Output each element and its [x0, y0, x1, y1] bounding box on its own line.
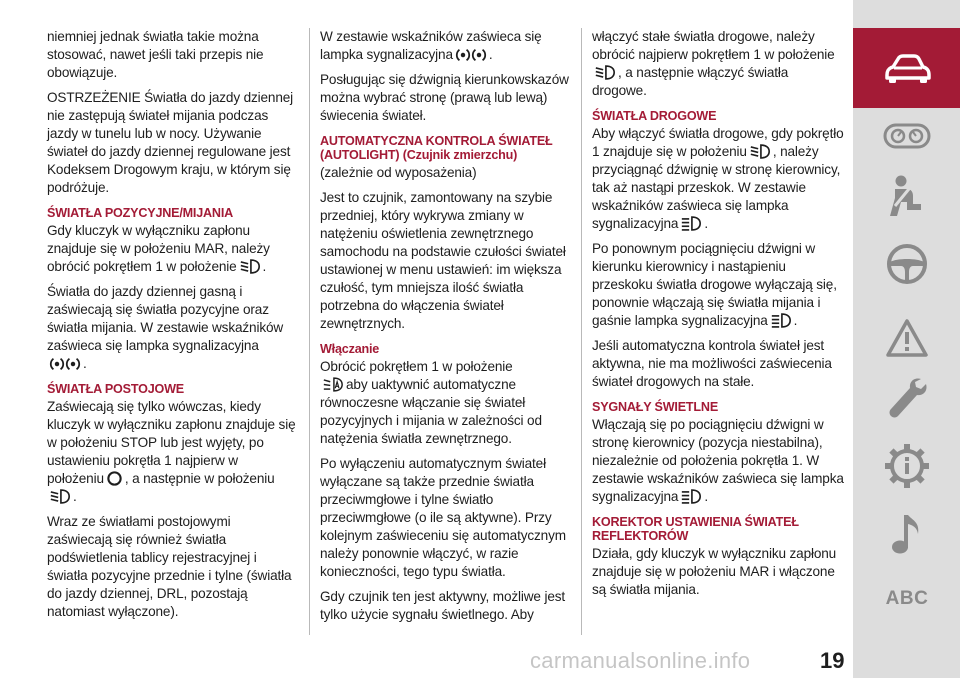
- paragraph: niemniej jednak światła takie można stosować, nawet jeśli taki przepis nie obowiązuje.: [47, 29, 264, 80]
- auto-light-icon: [322, 376, 344, 393]
- low-beam-icon: [49, 488, 71, 505]
- heading-autolight: AUTOMATYCZNA KONTROLA ŚWIATEŁ (AUTOLIGHT) (Czujnik zmierzchu): [320, 134, 553, 162]
- paragraph: Jeśli automatyczna kontrola świateł jest aktywna, nie ma możliwości zaświecenia świateł drogowych na stałe.: [592, 338, 832, 389]
- high-beam-icon: [770, 312, 792, 329]
- paragraph: Światła do jazdy dziennej gasną i zaświecają się światła pozycyjne oraz światła mijania. W zestawie wskaźników zaświeca się lampka sygnalizacyjna .: [47, 284, 284, 371]
- paragraph: W zestawie wskaźników zaświeca się lampka sygnalizacyjna .: [320, 29, 542, 62]
- wrench-icon[interactable]: [879, 374, 935, 422]
- car-icon[interactable]: [879, 44, 935, 92]
- heading-wlaczanie: Włączanie: [320, 342, 380, 356]
- paragraph: Po wyłączeniu automatycznym świateł wyłączane są także przednie światła przeciwmgłowe i tylne światło przeciwmgłowe (o ile są aktywne). Przy kolejnym zaświeceniu się automatycznym należy ponownie włączyć, w razie konieczności, tego typu światła.: [320, 456, 566, 579]
- paragraph: Działa, gdy kluczyk w wyłączniku zapłonu znajduje się w położeniu MAR i włączone są światła mijania.: [592, 546, 837, 597]
- paragraph: Aby włączyć światła drogowe, gdy pokrętło 1 znajduje się w położeniu , należy przyciągnąć dźwignię w stronę kierownicy, tak aż nastąpi przeskok. W zestawie wskaźników zaświeca się lampka sygnalizacyjna .: [592, 126, 844, 231]
- paragraph: Po ponownym pociągnięciu dźwigni w kierunku kierownicy i nastąpieniu przeskoku światła drogowe wyłączają się, ponownie włączają się światła mijania i gaśnie lampka sygnalizacyjna .: [592, 241, 837, 328]
- off-position-icon: [106, 470, 123, 487]
- paragraph: Gdy czujnik ten jest aktywny, możliwe jest tylko użycie sygnału świetlnego. Aby: [320, 589, 566, 622]
- high-beam-icon: [680, 215, 702, 232]
- dashboard-gauges-icon[interactable]: [879, 112, 935, 160]
- low-beam-icon: [594, 64, 616, 81]
- watermark: carmanualsonline.info: [530, 648, 751, 673]
- paragraph: włączyć stałe światła drogowe, należy obrócić najpierw pokrętłem 1 w położenie , a następnie włączyć światła drogowe.: [592, 29, 835, 98]
- music-note-icon[interactable]: [879, 510, 935, 558]
- paragraph: Jest to czujnik, zamontowany na szybie przedniej, który wykrywa zmiany w natężeniu oświetlenia zewnętrznego samochodu na podstawie czułości świateł ustawionej w menu ustawień: im większa czułość, tym mniejsza ilość światła potrzebna do włączenia świateł zewnętrznych.: [320, 190, 566, 331]
- paragraph: Obrócić pokrętłem 1 w położenie aby uaktywnić automatyczne równoczesne włączanie się świateł pozycyjnych i mijania w zależności od natężenia światła zewnętrznego.: [320, 359, 542, 446]
- paragraph: Wraz ze światłami postojowymi zaświecają się również światła podświetlenia tablicy rejestracyjnej i światła pozycyjne przednie i tylne (światła do jazdy dziennej, DRL, pozostają natomiast wyłączone).: [47, 514, 292, 619]
- paragraph: Posługując się dźwignią kierunkowskazów można wybrać stronę (prawą lub lewą) świecenia świateł.: [320, 72, 569, 123]
- heading-drogowe: ŚWIATŁA DROGOWE: [592, 109, 717, 123]
- chapter-sidebar: [853, 0, 960, 678]
- text-column-2: [320, 28, 570, 631]
- warning-paragraph: OSTRZEŻENIE Światła do jazdy dziennej nie zastępują świateł mijania podczas jazdy w tunelu lub w nocy. Używanie świateł do jazdy dziennej regulowane jest Kodeksem Drogowym kraju, w którym się podróżuje.: [47, 90, 294, 195]
- heading-postojowe: ŚWIATŁA POSTOJOWE: [47, 382, 184, 396]
- low-beam-icon: [239, 258, 261, 275]
- paragraph: Zaświecają się tylko wówczas, kiedy kluczyk w wyłączniku zapłonu znajduje się w położeniu STOP lub jest wyjęty, po ustawieniu pokrętła 1 najpierw w położeniu , a następnie w położeniu .: [47, 399, 296, 504]
- paragraph: (zależnie od wyposażenia): [320, 165, 477, 180]
- parking-lights-icon: [455, 47, 487, 63]
- heading-korektor: KOREKTOR USTAWIENIA ŚWIATEŁ REFLEKTORÓW: [592, 515, 799, 543]
- text-column-1: [47, 28, 297, 628]
- seatbelt-person-icon[interactable]: [879, 172, 935, 220]
- heading-pozycyjne-mijania: ŚWIATŁA POZYCYJNE/MIJANIA: [47, 206, 234, 220]
- abc-index-label[interactable]: ABC: [885, 588, 929, 609]
- column-divider: [309, 28, 310, 635]
- info-gear-icon[interactable]: [879, 442, 935, 490]
- heading-sygnaly: SYGNAŁY ŚWIETLNE: [592, 400, 719, 414]
- steering-wheel-icon[interactable]: [879, 240, 935, 288]
- text-column-3: [592, 28, 844, 606]
- column-divider: [581, 28, 582, 635]
- low-beam-icon: [749, 143, 771, 160]
- parking-lights-icon: [49, 356, 81, 372]
- paragraph: Włączają się po pociągnięciu dźwigni w stronę kierownicy (pozycja niestabilna), niezależnie od położenia pokrętła 1. W zestawie wskaźników zaświeca się lampka sygnalizacyjna .: [592, 417, 844, 504]
- page-number: 19: [820, 648, 845, 673]
- paragraph: Gdy kluczyk w wyłączniku zapłonu znajduje się w położeniu MAR, należy obrócić pokrętłem 1 w położenie .: [47, 223, 270, 274]
- warning-triangle-icon[interactable]: [879, 314, 935, 362]
- high-beam-icon: [680, 488, 702, 505]
